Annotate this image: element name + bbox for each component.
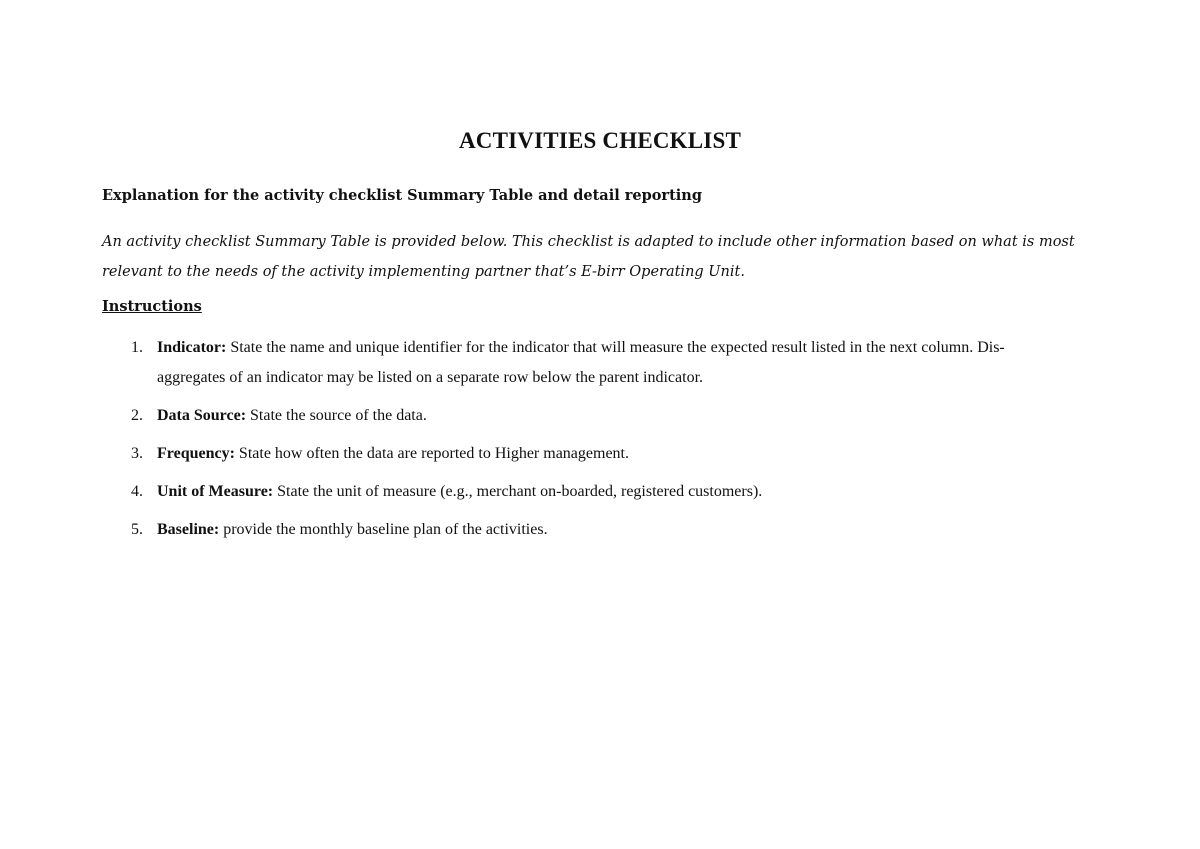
instruction-number: 4.: [131, 483, 143, 500]
instructions-list: [102, 333, 1072, 553]
instruction-number: 5.: [131, 521, 143, 538]
instruction-item-frequency: [102, 439, 1072, 469]
instruction-text: State the unit of measure (e.g., merchant on-boarded, registered customers).: [277, 483, 763, 500]
instruction-term: Data Source:: [157, 407, 247, 424]
instruction-text: State how often the data are reported to Higher management.: [238, 445, 629, 462]
intro-paragraph: An activity checklist Summary Table is provided below. This checklist is adapted to include other information based on what is most relevant to the needs of the activity implementing partner that’s E-birr Operating Unit.: [102, 234, 1075, 280]
instruction-item-data-source: [102, 401, 1072, 431]
instruction-number: 3.: [131, 445, 143, 462]
instruction-text: State the source of the data.: [250, 407, 427, 424]
instruction-term: Indicator:: [157, 339, 227, 356]
instruction-number: 2.: [131, 407, 143, 424]
instruction-term: Frequency:: [157, 445, 235, 462]
instruction-item-unit-of-measure: [102, 477, 1072, 507]
instruction-term: Baseline:: [157, 521, 220, 538]
instruction-term: Unit of Measure:: [157, 483, 274, 500]
instructions-heading: Instructions: [102, 298, 202, 315]
page-title: ACTIVITIES CHECKLIST: [458, 128, 741, 153]
instruction-item-baseline: [102, 515, 1072, 545]
section-subheading: Explanation for the activity checklist Summary Table and detail reporting: [102, 187, 702, 204]
instruction-text: State the name and unique identifier for the indicator that will measure the expected result listed in the next column. Dis-aggregates of an indicator may be listed on a separate row below the parent indicator.: [157, 339, 1005, 386]
instruction-number: 1.: [131, 339, 143, 356]
instruction-item-indicator: [102, 333, 1072, 393]
instruction-text: provide the monthly baseline plan of the activities.: [223, 521, 548, 538]
